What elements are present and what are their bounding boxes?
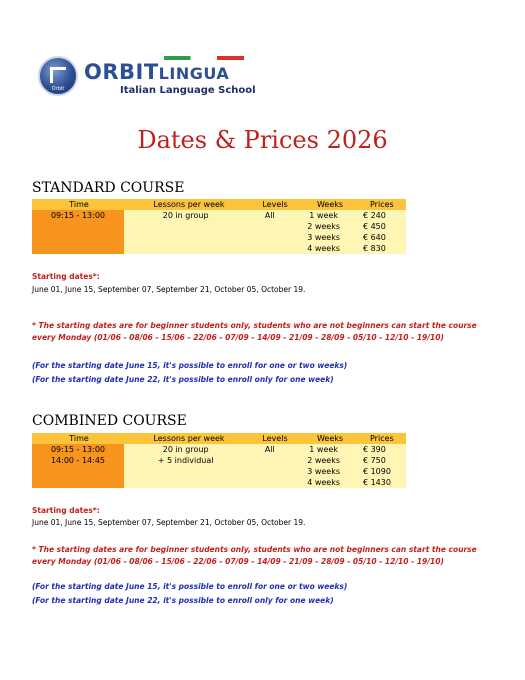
enroll-note-june-22: (For the starting date June 22, it's possible to enroll only for one week) [32,596,334,605]
time-column [32,210,124,254]
time-slot: 14:00 - 14:45 [50,456,106,465]
beginner-note: * The starting dates are for beginner students only, students who are not beginners can start the course every Monday (01/06 - 08/06 - 15/06 - 22/06 - 07/09 - 14/09 - 21/09 - 28/09 - 05/10 - 12/10 - 19/10) [32,545,477,566]
price-value: € 830 [362,244,386,253]
standard-course-heading: STANDARD COURSE [32,180,185,196]
lessons-column [124,210,247,254]
levels-value: All [264,211,275,220]
logo-subtitle: Italian Language School [120,85,256,96]
lessons-value: 20 in group [162,445,209,454]
lessons-column [124,444,247,488]
logo-wordmark: ORBITLINGUA [84,60,230,84]
table-header [32,199,406,210]
starting-dates-list: June 01, June 15, September 07, September 21, October 05, October 19. [32,285,306,294]
weeks-value: 4 weeks [307,478,341,487]
weeks-value: 1 week [309,445,338,454]
time-slot: 09:15 - 13:00 [50,445,106,454]
header-weeks: Weeks [316,434,344,443]
price-value: € 640 [362,233,386,242]
beginner-note: * The starting dates are for beginner students only, students who are not beginners can start the course every Monday (01/06 - 08/06 - 15/06 - 22/06 - 07/09 - 14/09 - 21/09 - 28/09 - 05/10 - 12/10 - 19/10) [32,321,477,342]
page-title: Dates & Prices 2026 [137,126,388,154]
weeks-value: 2 weeks [307,456,341,465]
starting-dates-label: Starting dates*: [32,506,100,515]
header-time: Time [69,200,89,209]
weeks-value: 4 weeks [307,244,341,253]
time-slot: 09:15 - 13:00 [50,211,106,220]
table-body [32,210,406,254]
header-lessons: Lessons per week [153,200,225,209]
header-weeks: Weeks [316,200,344,209]
enroll-note-june-22: (For the starting date June 22, it's possible to enroll only for one week) [32,375,334,384]
price-value: € 1090 [362,467,391,476]
price-value: € 750 [362,456,386,465]
weeks-column [292,210,355,254]
enroll-note-june-15: (For the starting date June 15, it's possible to enroll for one or two weeks) [32,361,348,370]
starting-dates-list: June 01, June 15, September 07, September 21, October 05, October 19. [32,518,306,527]
standard-course-table [32,199,406,254]
combined-course-table [32,433,406,488]
weeks-value: 3 weeks [307,233,341,242]
header-prices: Prices [370,200,394,209]
combined-course-heading: COMBINED COURSE [32,413,187,429]
school-logo [38,56,258,104]
price-value: € 1430 [362,478,391,487]
levels-column [247,444,292,488]
time-column [32,444,124,488]
levels-value: All [264,445,275,454]
starting-dates-label: Starting dates*: [32,272,100,281]
table-header [32,433,406,444]
header-time: Time [69,434,89,443]
header-lessons: Lessons per week [153,434,225,443]
lessons-value: + 5 individual [157,456,214,465]
header-prices: Prices [370,434,394,443]
table-body [32,444,406,488]
lessons-value: 20 in group [162,211,209,220]
weeks-value: 2 weeks [307,222,341,231]
weeks-value: 1 week [309,211,338,220]
enroll-note-june-15: (For the starting date June 15, it's possible to enroll for one or two weeks) [32,582,348,591]
weeks-value: 3 weeks [307,467,341,476]
levels-column [247,210,292,254]
header-levels: Levels [262,434,288,443]
price-value: € 240 [362,211,386,220]
prices-column [355,444,406,488]
weeks-column [292,444,355,488]
header-levels: Levels [262,200,288,209]
prices-column [355,210,406,254]
price-value: € 390 [362,445,386,454]
globe-logo-icon: Orbit [38,56,78,96]
price-value: € 450 [362,222,386,231]
